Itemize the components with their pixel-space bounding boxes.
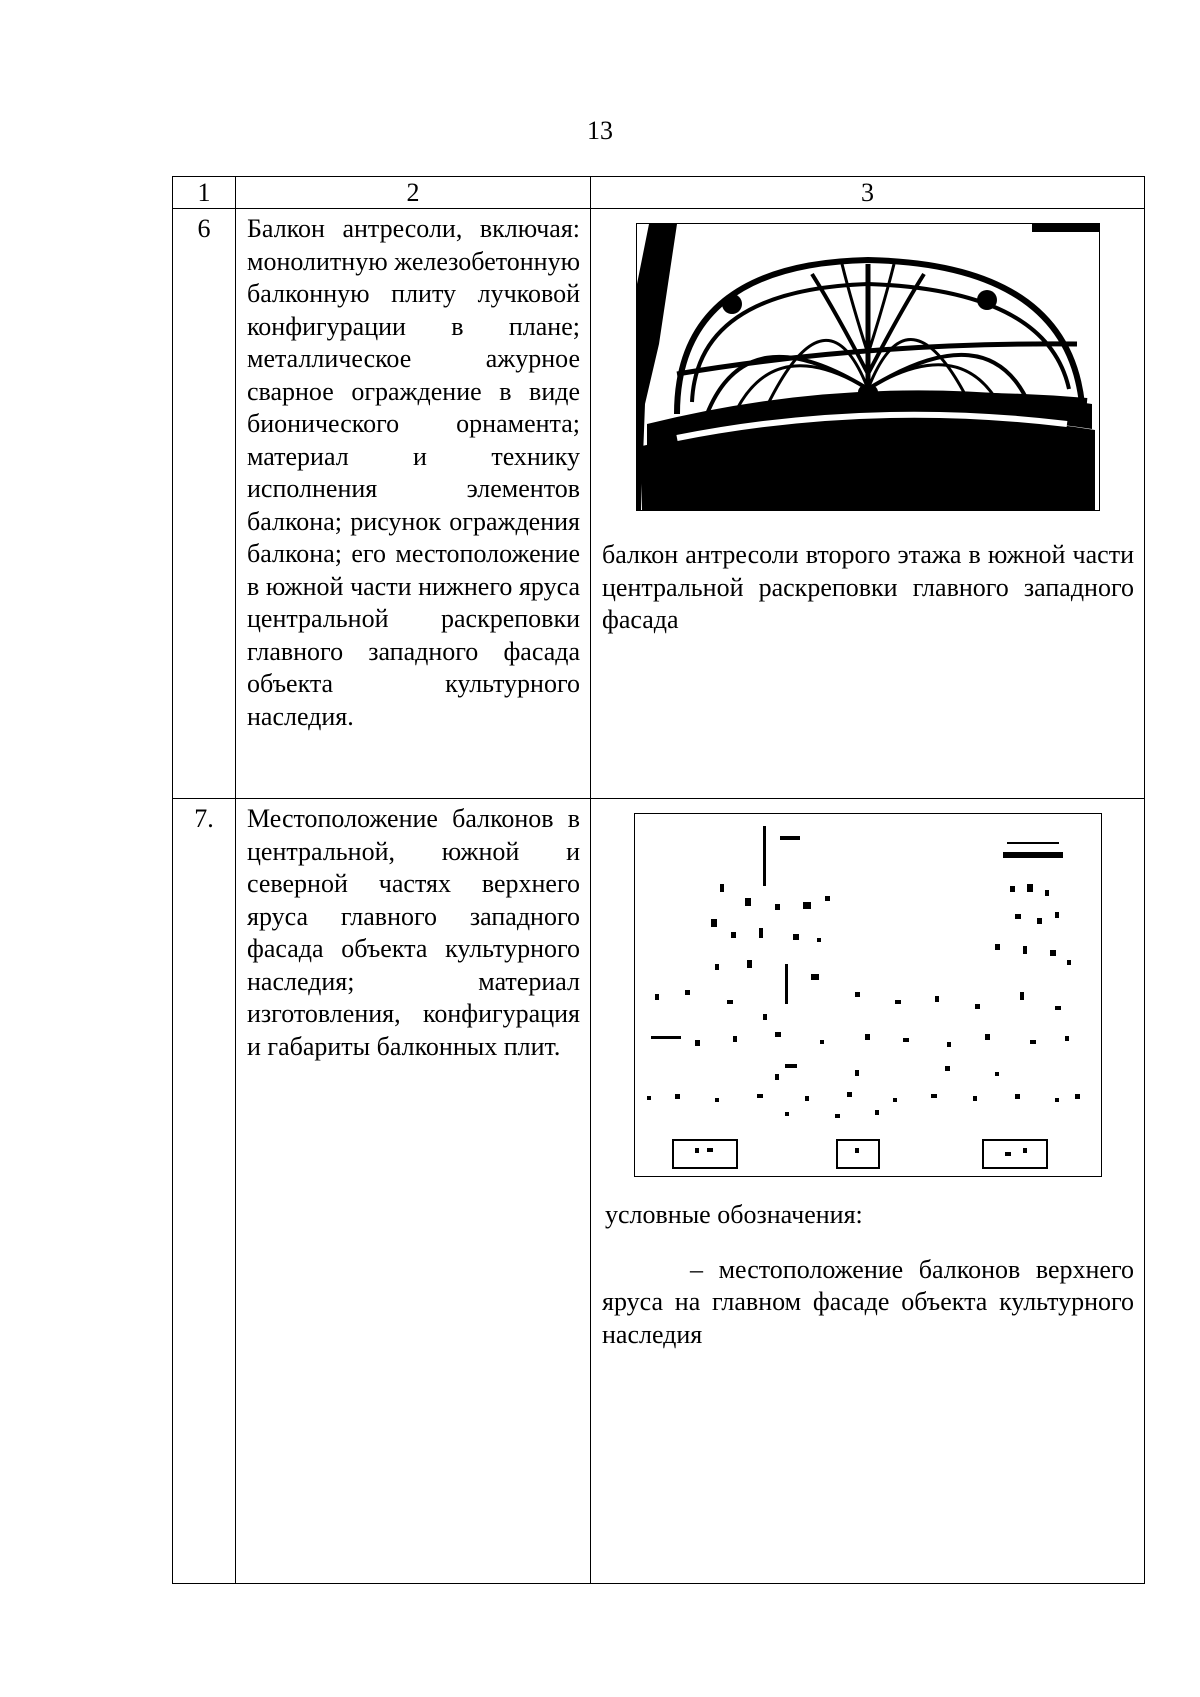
row-number: 6 xyxy=(173,209,236,799)
balcony-photo xyxy=(636,223,1100,511)
row-number: 7. xyxy=(173,799,236,1584)
header-col-2: 2 xyxy=(236,177,591,209)
photo-caption: балкон антресоли второго этажа в южной части центральной раскреповки главного западного фасада xyxy=(602,540,1134,634)
table-row xyxy=(173,799,1145,1584)
description-text: Балкон антресоли, включая: монолитную железобетонную балконную плиту лучковой конфигурации в плане; металлическое ажурное сварное ограждение в виде бионического орнамента; материал и технику исполнения элементов балкона; рисунок ограждения балкона; его местоположение в южной части нижнего яруса центральной раскреповки главного западного фасада объекта культурного наследия. xyxy=(247,214,580,731)
page-number: 13 xyxy=(587,116,613,145)
heritage-elements-table xyxy=(172,176,1145,1584)
header-col-3: 3 xyxy=(591,177,1145,209)
row-description xyxy=(236,209,591,799)
row-illustration xyxy=(591,209,1145,799)
row-illustration xyxy=(591,799,1145,1584)
legend-title: условные обозначения: xyxy=(605,1200,863,1229)
table-header-row xyxy=(173,177,1145,209)
row-description xyxy=(236,799,591,1584)
table-row xyxy=(173,209,1145,799)
legend-text: – местоположение балконов верхнего яруса на главном фасаде объекта культурного наследия xyxy=(602,1254,1134,1349)
facade-drawing xyxy=(634,813,1102,1177)
header-col-1: 1 xyxy=(173,177,236,209)
description-text: Местоположение балконов в центральной, южной и северной частях верхнего яруса главного западного фасада объекта культурного наследия; материал изготовления, конфигурация и габариты балконных плит. xyxy=(247,804,580,1061)
